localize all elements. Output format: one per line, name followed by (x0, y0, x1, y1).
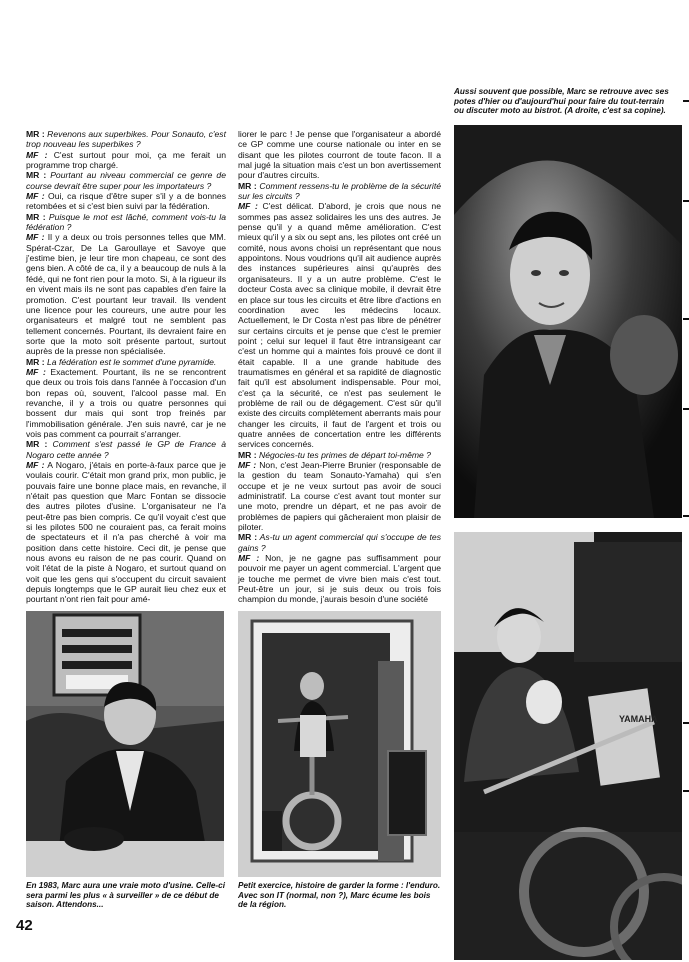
speaker-label: MR : (238, 532, 258, 543)
paragraph-text: C'est surtout pour moi, ça me ferait un programme trop chargé. (26, 149, 226, 171)
paragraph-text: Exactement. Pourtant, ils ne se rencontrent que deux ou trois fois dans l'année à l'occasion d'un bon repas où, souvent, l'alcool passe mal. En revanche, il y a trois ou quatre personnes qui bossent dur mais qui sont trop freinés par l'immobilisation générale. J'en suis navré, car je ne vois pas comment ca pourrait s'arranger. (26, 366, 226, 439)
interview-paragraph (26, 170, 226, 191)
bike-brand-text: YAMAHA (619, 714, 658, 724)
paragraph-text: Oui, ca risque d'être super s'il y a de bonnes retombées et si c'est bien suivi par la fédération. (26, 191, 226, 212)
paragraph-text: Non, c'est Jean-Pierre Brunier (responsable de la gestion du team Sonauto-Yamaha) qui s'en occupe et je ne veux surtout pas avoir de souci administratif. La course c'est avant tout monter sur une moto, prendre un départ, et ne pas avoir de problèmes de papiers qui gâcheraient mon plaisir de piloter. (238, 460, 441, 533)
speaker-label: MR : (26, 439, 48, 450)
interview-paragraph (26, 232, 226, 356)
interview-paragraph (238, 450, 441, 460)
speaker-label: MR : (26, 356, 45, 367)
interview-paragraph (238, 532, 441, 553)
speaker-label: MF : (238, 460, 257, 470)
interview-paragraph (238, 553, 441, 605)
paragraph-text: Pourtant au niveau commercial ce genre de course devrait être super pour les importateurs ? (26, 170, 226, 191)
speaker-label: MF : (26, 366, 46, 377)
interview-paragraph (26, 357, 226, 367)
photo-portrait-marc (454, 125, 682, 518)
speaker-label: MF : (26, 149, 48, 160)
speaker-label: MF : (26, 191, 45, 202)
interview-paragraph (26, 367, 226, 439)
article-column-middle (238, 129, 441, 605)
speaker-label: MR : (238, 180, 257, 191)
speaker-label: MR : (26, 170, 47, 181)
paragraph-text: Négocies-tu tes primes de départ toi-même ? (256, 449, 431, 460)
paragraph-text: La fédération est le sommet d'une pyramide. (44, 356, 217, 367)
photo-girlfriend-on-bike (454, 532, 682, 960)
interview-paragraph (238, 129, 441, 181)
article-column-left (26, 129, 226, 605)
paragraph-text: liorer le parc ! Je pense que l'organisateur a abordé ce GP comme une course nationale ou inter en se disant que les pilotes courront de toute facon. Il a mal jugé la situation mais c'est un bon avertissement pour d'autres circuits. (238, 129, 441, 181)
speaker-label: MR : (26, 129, 45, 139)
edge-mark (683, 790, 689, 792)
edge-mark (683, 722, 689, 724)
edge-mark (683, 318, 689, 320)
speaker-label: MF : (26, 460, 45, 470)
paragraph-text: Il y a deux ou trois personnes telles que MM. Spérat-Czar, De La Garoullaye et Savoye que j'estime bien, je leur tire mon chapeau, ce sont des gens bien. A côté de ca, il y a beaucoup de nuls à la fédé, qui ne font rien pour la moto. Si, à la rigueur ils en vivent mais ils ne sont pas capables d'en faire la promotion. C'est pourtant leur travail. Ils vendent une licence pour les coureurs, une autre pour les organisateurs et malgré tout ne semblent pas tellement concernés. Pourtant, ils devraient faire en sorte que la moto soit présente partout, surtout auprès de la presse non spécialisée. (26, 232, 226, 357)
paragraph-text: A Nogaro, j'étais en porte-à-faux parce que je voulais courir. C'était mon grand prix, mon public, je pouvais faire une bonne place mais, en revanche, il n'était pas question que Marc Fontan se dissocie des autres pilotes d'usine. L'organisateur ne l'a peut-être pas bien compris. Ce qu'il voyait c'est que si les pilotes 500 ne couraient pas, ca ferait moins de spectateurs et il n'a pas cherché à voir ma position dans cette histoire. Ceci dit, je pense que nous avons eu raison de ne pas courir. Quand on voit l'état de la piste à Nogaro, et surtout quand on voit que les gens qui s'occupent du circuit savaient depuis longtemps que le GP aurait lieu chez eux et pourtant n'ont rien fait pour amé- (26, 460, 226, 605)
interview-paragraph (238, 181, 441, 202)
paragraph-text: Comment ressens-tu le problème de la sécurité sur les circuits ? (238, 180, 441, 202)
photo-enduro-garage (238, 611, 441, 877)
paragraph-text: Revenons aux superbikes. Pour Sonauto, c'est trop nouveau les superbikes ? (26, 129, 226, 150)
speaker-label: MR : (26, 211, 46, 222)
interview-paragraph (238, 201, 441, 449)
paragraph-text: As-tu un agent commercial qui s'occupe de tes gains ? (238, 532, 441, 553)
interview-paragraph (26, 150, 226, 171)
top-caption: Aussi souvent que possible, Marc se retrouve avec ses potes d'hier ou d'aujourd'hui pour faire du tout-terrain ou discuter moto au bistrot. (A droite, c'est sa copine). (454, 87, 669, 116)
interview-paragraph (26, 129, 226, 150)
paragraph-text: Puisque le mot est lâché, comment vois-tu la fédération ? (26, 211, 226, 233)
edge-mark (683, 100, 689, 102)
speaker-label: MF : (238, 553, 260, 564)
interview-paragraph (26, 191, 226, 212)
interview-paragraph (26, 460, 226, 605)
paragraph-text: Non, je ne gagne pas suffisamment pour pouvoir me payer un agent commercial. L'argent que je touche me permet de vivre bien mais c'est tout. Peut-être un jour, si je suis deux ou trois fois champion du monde, j'aurais besoin d'une société (238, 553, 441, 605)
speaker-label: MF : (238, 201, 258, 212)
photo-marc-seated (26, 611, 224, 877)
page-number: 42 (16, 917, 33, 934)
edge-mark (683, 200, 689, 202)
paragraph-text: C'est délicat. D'abord, je crois que nous ne sommes pas assez solidaires les uns des autres. Je pense qu'il y a quand même amélioration. C'est mieux qu'il y a six ou sept ans, les pilotes ont créé un comité, nous avons choisi un représentant que nous appointons. Nous voudrions qu'il ait audience auprès des instances supérieures ainsi qu'auprès des organisateurs. Il y a un autre problème. C'est le docteur Costa avec sa clinique mobile, il devrait être en place sur tous les circuits et être libre d'actions en coordination avec les médecins locaux. Actuellement, le Dr Costa n'est pas libre de pénétrer sur certains circuits et je pense que c'est le premier point ; celui sur lequel il faut être intransigeant car c'est un homme qui a maintes fois prouvé ce dont il était capable. Il a une grande habitude des traumatismes en général et sa rapidité de diagnostic fait qu'il est absolument indispensable. Pour moi, c'est ça la sécurité, ce n'est pas seulement le problème de rail ou de dégagement. C'est sûr qu'il existe des circuits complètement aberrants mais pour changer les circuits, il faut de l'argent et trois ou quatre années de concertation entre les différents services concernés. (238, 201, 441, 450)
caption-seated-photo: En 1983, Marc aura une vraie moto d'usine. Celle-ci sera parmi les plus « à surveiller » de ce début de saison. Attendons... (26, 881, 225, 910)
interview-paragraph (26, 212, 226, 233)
edge-mark (683, 515, 689, 517)
interview-paragraph (26, 439, 226, 460)
interview-paragraph (238, 460, 441, 532)
speaker-label: MR : (238, 449, 257, 460)
paragraph-text: Comment s'est passé le GP de France à Nogaro cette année ? (26, 439, 226, 460)
speaker-label: MF : (26, 232, 45, 243)
edge-mark (683, 408, 689, 410)
caption-enduro-photo: Petit exercice, histoire de garder la forme : l'enduro. Avec son IT (normal, non ?), Marc écume les bois de la région. (238, 881, 441, 910)
